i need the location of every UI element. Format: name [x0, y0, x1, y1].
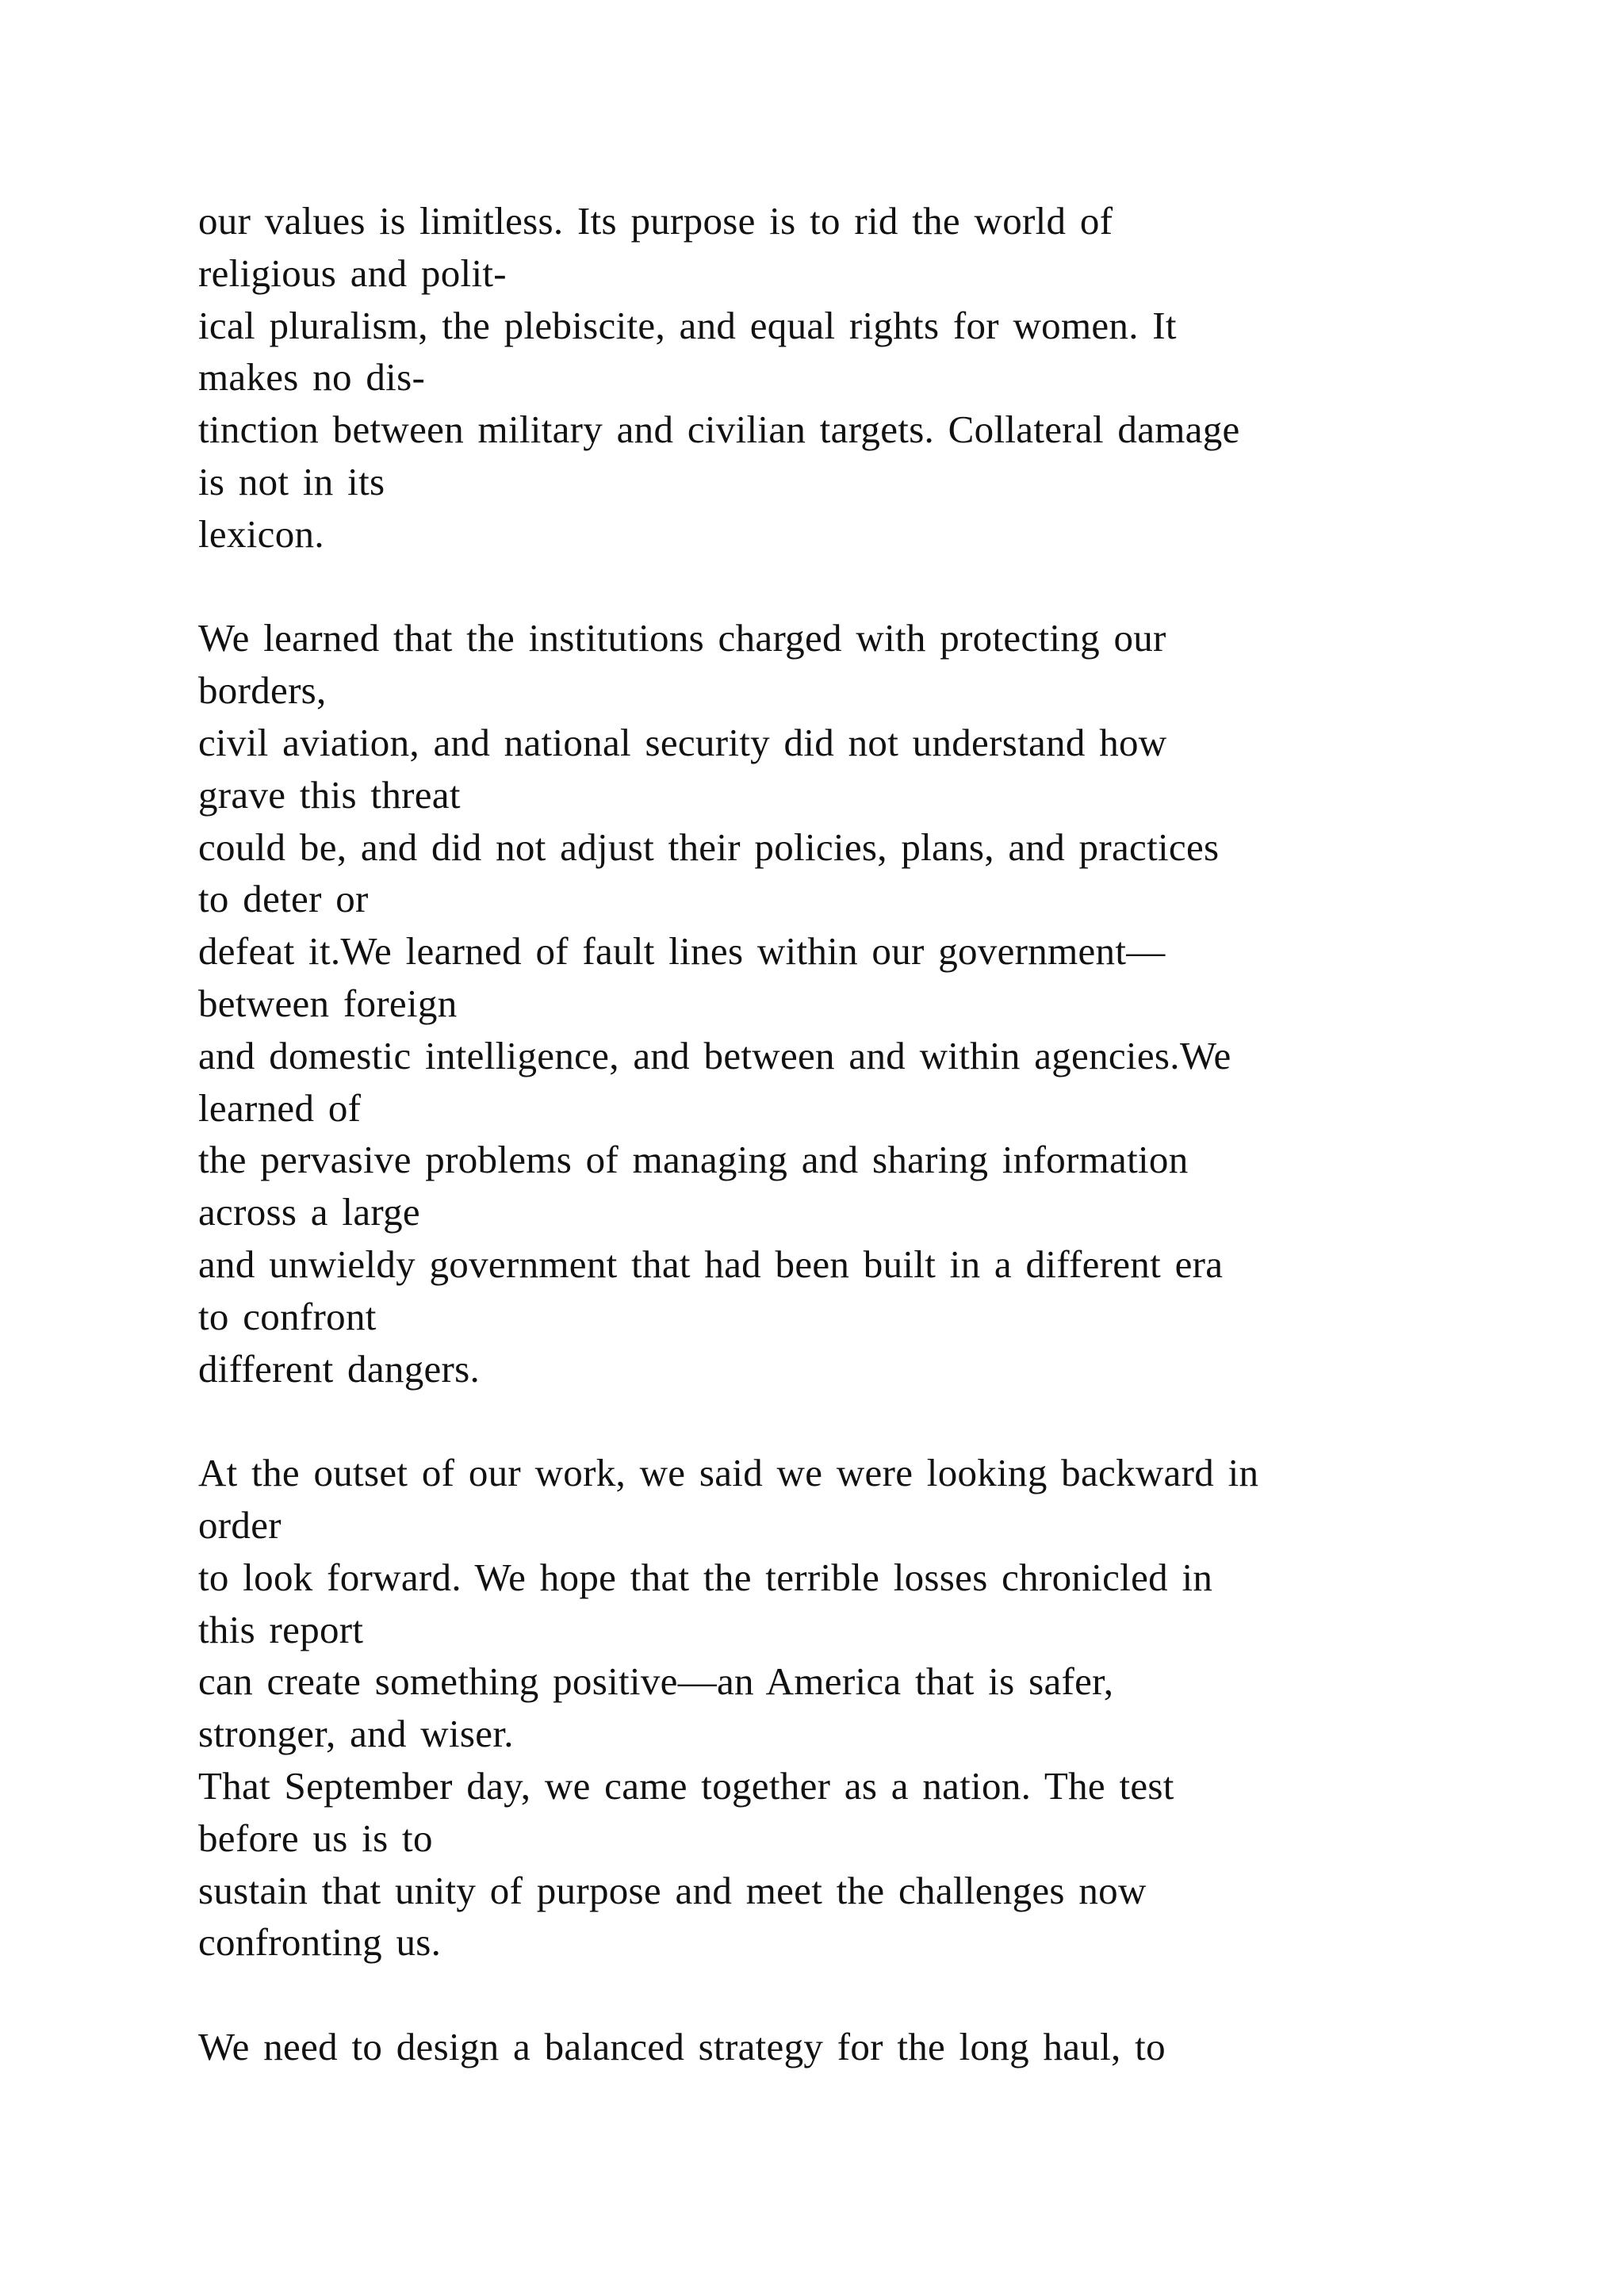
text-line: between foreign: [198, 981, 458, 1025]
text-line: That September day, we came together as a nation. The test: [198, 1763, 1174, 1808]
text-line: sustain that unity of purpose and meet the challenges now: [198, 1868, 1147, 1912]
text-line: defeat it.We learned of fault lines within our government—: [198, 929, 1166, 974]
text-line: our values is limitless. Its purpose is to rid the world of: [198, 199, 1113, 243]
text-line: tinction between military and civilian targets. Collateral damage: [198, 408, 1240, 452]
text-line: is not in its: [198, 459, 385, 503]
paragraph-break: [198, 1969, 1546, 2021]
text-line: the pervasive problems of managing and sharing information: [198, 1138, 1189, 1182]
text-line: grave this threat: [198, 772, 461, 817]
text-line: makes no dis-: [198, 355, 426, 400]
text-line: to look forward. We hope that the terrible losses chronicled in: [198, 1555, 1213, 1599]
text-line: to deter or: [198, 877, 369, 921]
text-line: across a large: [198, 1190, 420, 1234]
paragraph-break: [198, 561, 1546, 613]
document-body: [198, 195, 1546, 2073]
text-line: civil aviation, and national security did not understand how: [198, 720, 1167, 764]
text-line: stronger, and wiser.: [198, 1712, 514, 1756]
text-line: At the outset of our work, we said we were looking backward in: [198, 1451, 1259, 1495]
text-line: before us is to: [198, 1816, 433, 1860]
text-line: We learned that the institutions charged with protecting our: [198, 616, 1166, 660]
text-line: learned of: [198, 1085, 362, 1130]
text-line: can create something positive—an America that is safer,: [198, 1659, 1114, 1704]
text-line: could be, and did not adjust their policies, plans, and practices: [198, 825, 1220, 869]
text-line: order: [198, 1502, 282, 1547]
text-line: borders,: [198, 668, 327, 713]
text-line: We need to design a balanced strategy for the long haul, to: [198, 2024, 1166, 2068]
text-line: to confront: [198, 1294, 377, 1338]
text-line: confronting us.: [198, 1920, 442, 1965]
text-line: different dangers.: [198, 1346, 481, 1391]
text-line: and domestic intelligence, and between and within agencies.We: [198, 1033, 1231, 1077]
paragraph-break: [198, 1395, 1546, 1447]
text-line: and unwieldy government that had been built in a different era: [198, 1242, 1224, 1286]
text-line: ical pluralism, the plebiscite, and equal rights for women. It: [198, 303, 1177, 347]
text-line: this report: [198, 1607, 364, 1651]
text-line: religious and polit-: [198, 251, 507, 295]
text-line: lexicon.: [198, 511, 324, 556]
